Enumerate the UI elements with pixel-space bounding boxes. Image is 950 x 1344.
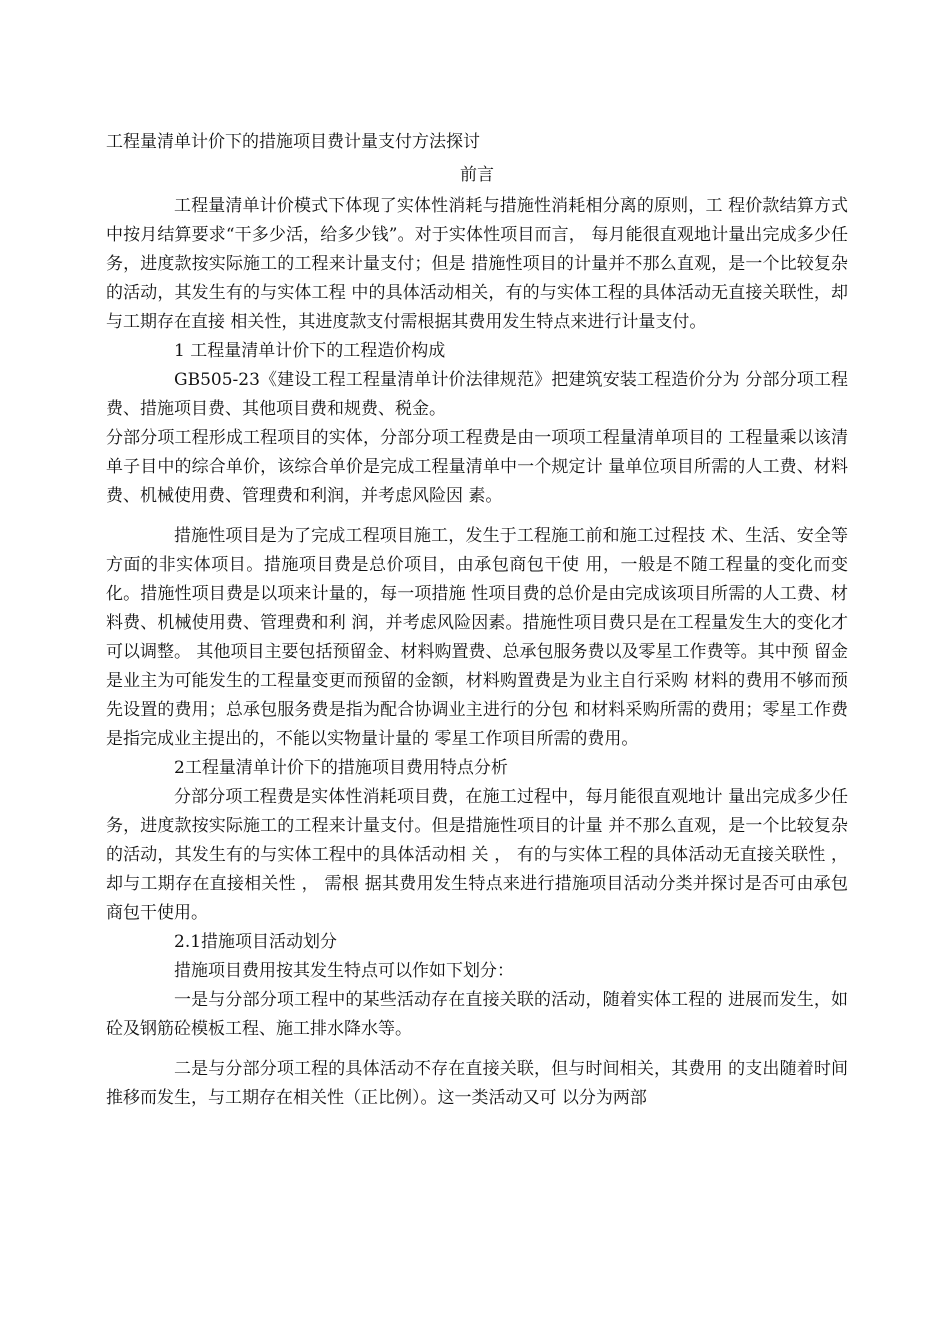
paragraph-sub-item-cost: 分部分项工程形成工程项目的实体，分部分项工程费是由一项项工程量清单项目的 工程量乘以该清单子目中的综合单价，该综合单价是完成工程量清单中一个规定计 量单位项目所需的人工费、材料费、机械使用费、管理费和利润，并考虑风险因 素。 — [106, 428, 848, 506]
section-heading-1: 1 工程量清单计价下的工程造价构成 — [174, 341, 446, 361]
paragraph-division-intro: 措施项目费用按其发生特点可以作如下划分： — [174, 961, 514, 981]
preface-heading: 前言 — [460, 165, 494, 185]
document-title: 工程量清单计价下的措施项目费计量支付方法探讨 — [106, 132, 480, 152]
paragraph-division-second: 二是与分部分项工程的具体活动不存在直接关联，但与时间相关，其费用 的支出随着时间推移而发生，与工期存在相关性（正比例）。这一类活动又可 以分为两部 — [106, 1059, 848, 1108]
paragraph-division-first: 一是与分部分项工程中的某些活动存在直接关联的活动，随着实体工程的 进展而发生，如砼及钢筋砼模板工程、施工排水降水等。 — [106, 990, 848, 1039]
paragraph-measure-items: 措施性项目是为了完成工程项目施工，发生于工程施工前和施工过程技 术、生活、安全等方面的非实体项目。措施项目费是总价项目，由承包商包干使 用，一般是不随工程量的变化而变化。措施性项目费是以项来计量的，每一项措施 性项目费的总价是由完成该项目所需的人工费、材料费、机械使用费、管理费和利 润，并考虑风险因素。措施性项目费只是在工程量发生大的变化才可以调整。 其他项目主要包括预留金、材料购置费、总承包服务费以及零星工作费等。其中预 留金是业主为可能发生的工程量变更而预留的金额，材料购置费是为业主自行采购 材料的费用不够而预先设置的费用；总承包服务费是指为配合协调业主进行的分包 和材料采购所需的费用；零星工作费是指完成业主提出的，不能以实物量计量的 零星工作项目所需的费用。 — [106, 526, 848, 749]
section-heading-2: 2工程量清单计价下的措施项目费用特点分析 — [174, 758, 508, 778]
paragraph-cost-composition: GB505-23《建设工程工程量清单计价法律规范》把建筑安装工程造价分为 分部分项工程费、措施项目费、其他项目费和规费、税金。 — [106, 370, 848, 419]
paragraph-intro: 工程量清单计价模式下体现了实体性消耗与措施性消耗相分离的原则，工 程价款结算方式中按月结算要求“干多少活，给多少钱”。对于实体性项目而言， 每月能很直观地计量出完成多少任务，进度款按实际施工的工程来计量支付；但是 措施性项目的计量并不那么直观，是一个比较复杂的活动，其发生有的与实体工程 中的具体活动相关，有的与实体工程的具体活动无直接关联性，却与工期存在直接 相关性，其进度款支付需根据其费用发生特点来进行计量支付。 — [106, 196, 848, 332]
document-body — [106, 128, 848, 1113]
section-heading-2-1: 2.1措施项目活动划分 — [174, 932, 338, 952]
paragraph-feature-analysis: 分部分项工程费是实体性消耗项目费，在施工过程中，每月能很直观地计 量出完成多少任务，进度款按实际施工的工程来计量支付。但是措施性项目的计量 并不那么直观，是一个比较复杂的活动，其发生有的与实体工程中的具体活动相 关 ， 有的与实体工程的具体活动无直接关联性 ， 却与工期存在直接相关性 ， 需根 据其费用发生特点来进行措施项目活动分类并探讨是否可由承包商包干使用。 — [106, 787, 848, 923]
